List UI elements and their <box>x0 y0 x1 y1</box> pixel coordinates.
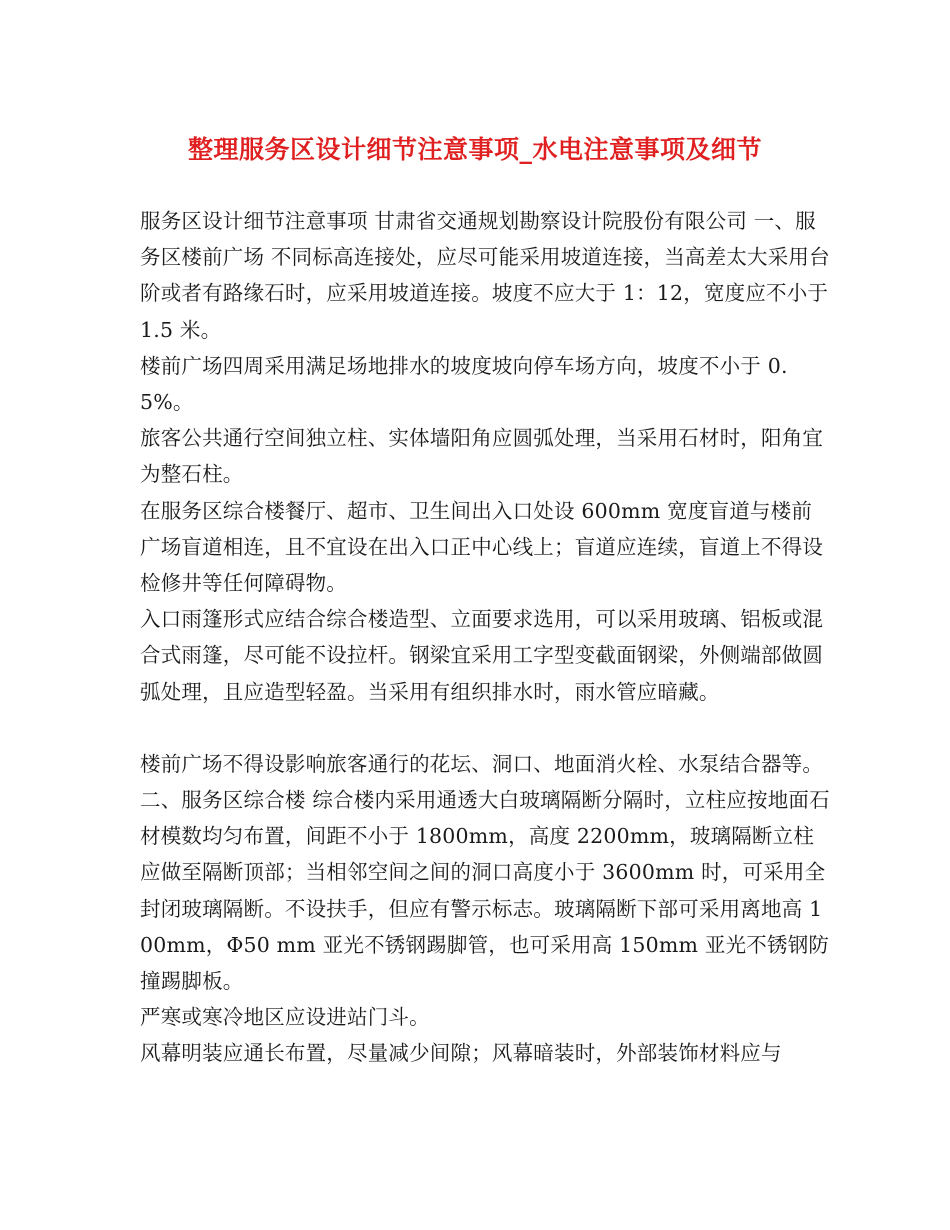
paragraph-8: 严寒或寒冷地区应设进站门斗。 <box>140 1005 430 1030</box>
paragraph-2: 楼前广场四周采用满足场地排水的坡度坡向停车场方向，坡度不小于 0.5%。 <box>140 353 788 415</box>
paragraph-5: 入口雨篷形式应结合综合楼造型、立面要求选用，可以采用玻璃、铝板或混合式雨篷，尽可能不设拉杆。钢梁宜采用工字型变截面钢梁，外侧端部做圆弧处理，且应造型轻盈。当采用有组织排水时，雨水管应暗藏。 <box>140 607 824 704</box>
paragraph-7: 二、服务区综合楼 综合楼内采用通透大白玻璃隔断分隔时，立柱应按地面石材模数均匀布置，间距不小于 1800mm，高度 2200mm，玻璃隔断立柱应做至隔断顶部；当相邻空间之间的洞口高度小于 3600mm 时，可采用全封闭玻璃隔断。不设扶手，但应有警示标志。玻璃隔断下部可采用离地高 100mm，Φ50 mm 亚光不锈钢踢脚管，也可采用高 150mm 亚光不锈钢防撞踢脚板。 <box>140 788 830 994</box>
document-body <box>140 203 830 1072</box>
document-title: 整理服务区设计细节注意事项_水电注意事项及细节 <box>187 135 762 164</box>
paragraph-4: 在服务区综合楼餐厅、超市、卫生间出入口处设 600mm 宽度盲道与楼前广场盲道相连，且不宜设在出入口正中心线上；盲道应连续，盲道上不得设检修井等任何障碍物。 <box>140 498 824 596</box>
paragraph-6: 楼前广场不得设影响旅客通行的花坛、洞口、地面消火栓、水泵结合器等。 <box>140 751 824 776</box>
paragraph-9: 风幕明装应通长布置，尽量减少间隙；风幕暗装时，外部装饰材料应与 <box>140 1041 782 1066</box>
paragraph-3: 旅客公共通行空间独立柱、实体墙阳角应圆弧处理，当采用石材时，阳角宜为整石柱。 <box>140 426 824 487</box>
paragraph-1: 服务区设计细节注意事项 甘肃省交通规划勘察设计院股份有限公司 一、服务区楼前广场 不同标高连接处，应尽可能采用坡道连接，当高差太大采用台阶或者有路缘石时，应采用坡道连接。坡度不应大于 1：12，宽度应不小于 1.5 米。 <box>140 209 830 342</box>
